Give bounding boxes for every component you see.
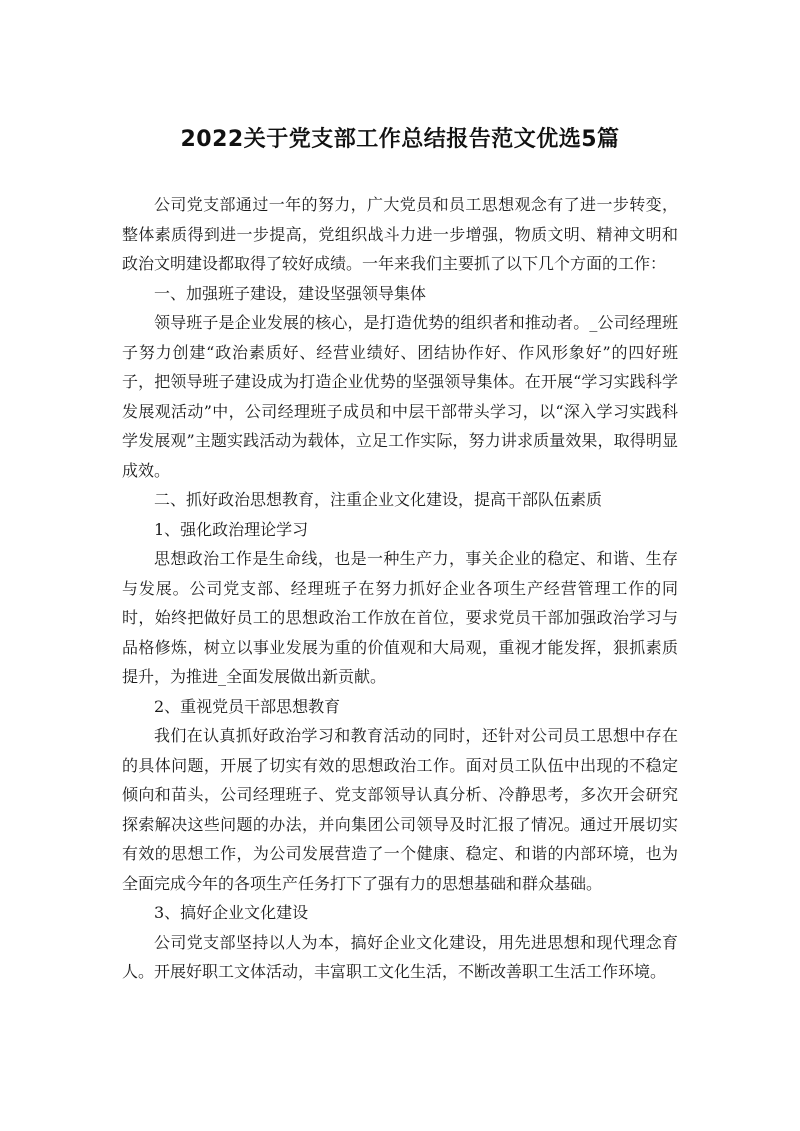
paragraph: 公司党支部坚持以人为本，搞好企业文化建设，用先进思想和现代理念育人。开展好职工文体活动，丰富职工文化生活，不断改善职工生活工作环境。 — [122, 932, 678, 981]
subsection-heading: 3、搞好企业文化建设 — [154, 903, 309, 922]
paragraph: 公司党支部通过一年的努力，广大党员和员工思想观念有了进一步转变，整体素质得到进一步提高，党组织战斗力进一步增强，物质文明、精神文明和政治文明建设都取得了较好成绩。一年来我们主要抓了以下几个方面的工作： — [122, 195, 678, 273]
document-title: 2022关于党支部工作总结报告范文优选5篇 — [180, 127, 620, 152]
subsection-heading: 1、强化政治理论学习 — [154, 519, 309, 539]
section-heading: 二、抓好政治思想教育，注重企业文化建设，提高干部队伍素质 — [154, 490, 603, 509]
section-heading: 一、加强班子建设，建设坚强领导集体 — [154, 283, 427, 303]
subsection-heading: 2、重视党员干部思想教育 — [154, 696, 341, 716]
paragraph: 思想政治工作是生命线，也是一种生产力，事关企业的稳定、和谐、生存与发展。公司党支部、经理班子在努力抓好企业各项生产经营管理工作的同时，始终把做好员工的思想政治工作放在首位，要求党员干部加强政治学习与品格修炼，树立以事业发展为重的价值观和大局观，重视才能发挥，狠抓素质提升，为推进_全面发展做出新贡献。 — [122, 549, 678, 686]
paragraph: 我们在认真抓好政治学习和教育活动的同时，还针对公司员工思想中存在的具体问题，开展了切实有效的思想政治工作。面对员工队伍中出现的不稳定倾向和苗头，公司经理班子、党支部领导认真分析、冷静思考，多次开会研究探索解决这些问题的办法，并向集团公司领导及时汇报了情况。通过开展切实有效的思想工作，为公司发展营造了一个健康、稳定、和谐的内部环境，也为全面完成今年的各项生产任务打下了强有力的思想基础和群众基础。 — [122, 726, 678, 893]
document-body — [122, 190, 678, 987]
paragraph: 领导班子是企业发展的核心，是打造优势的组织者和推动者。_公司经理班子努力创建“政治素质好、经营业绩好、团结协作好、作风形象好”的四好班子，把领导班子建设成为打造企业优势的坚强领导集体。在开展“学习实践科学发展观活动”中，公司经理班子成员和中层干部带头学习，以“深入学习实践科学发展观”主题实践活动为载体，立足工作实际，努力讲求质量效果，取得明显成效。 — [122, 313, 678, 480]
